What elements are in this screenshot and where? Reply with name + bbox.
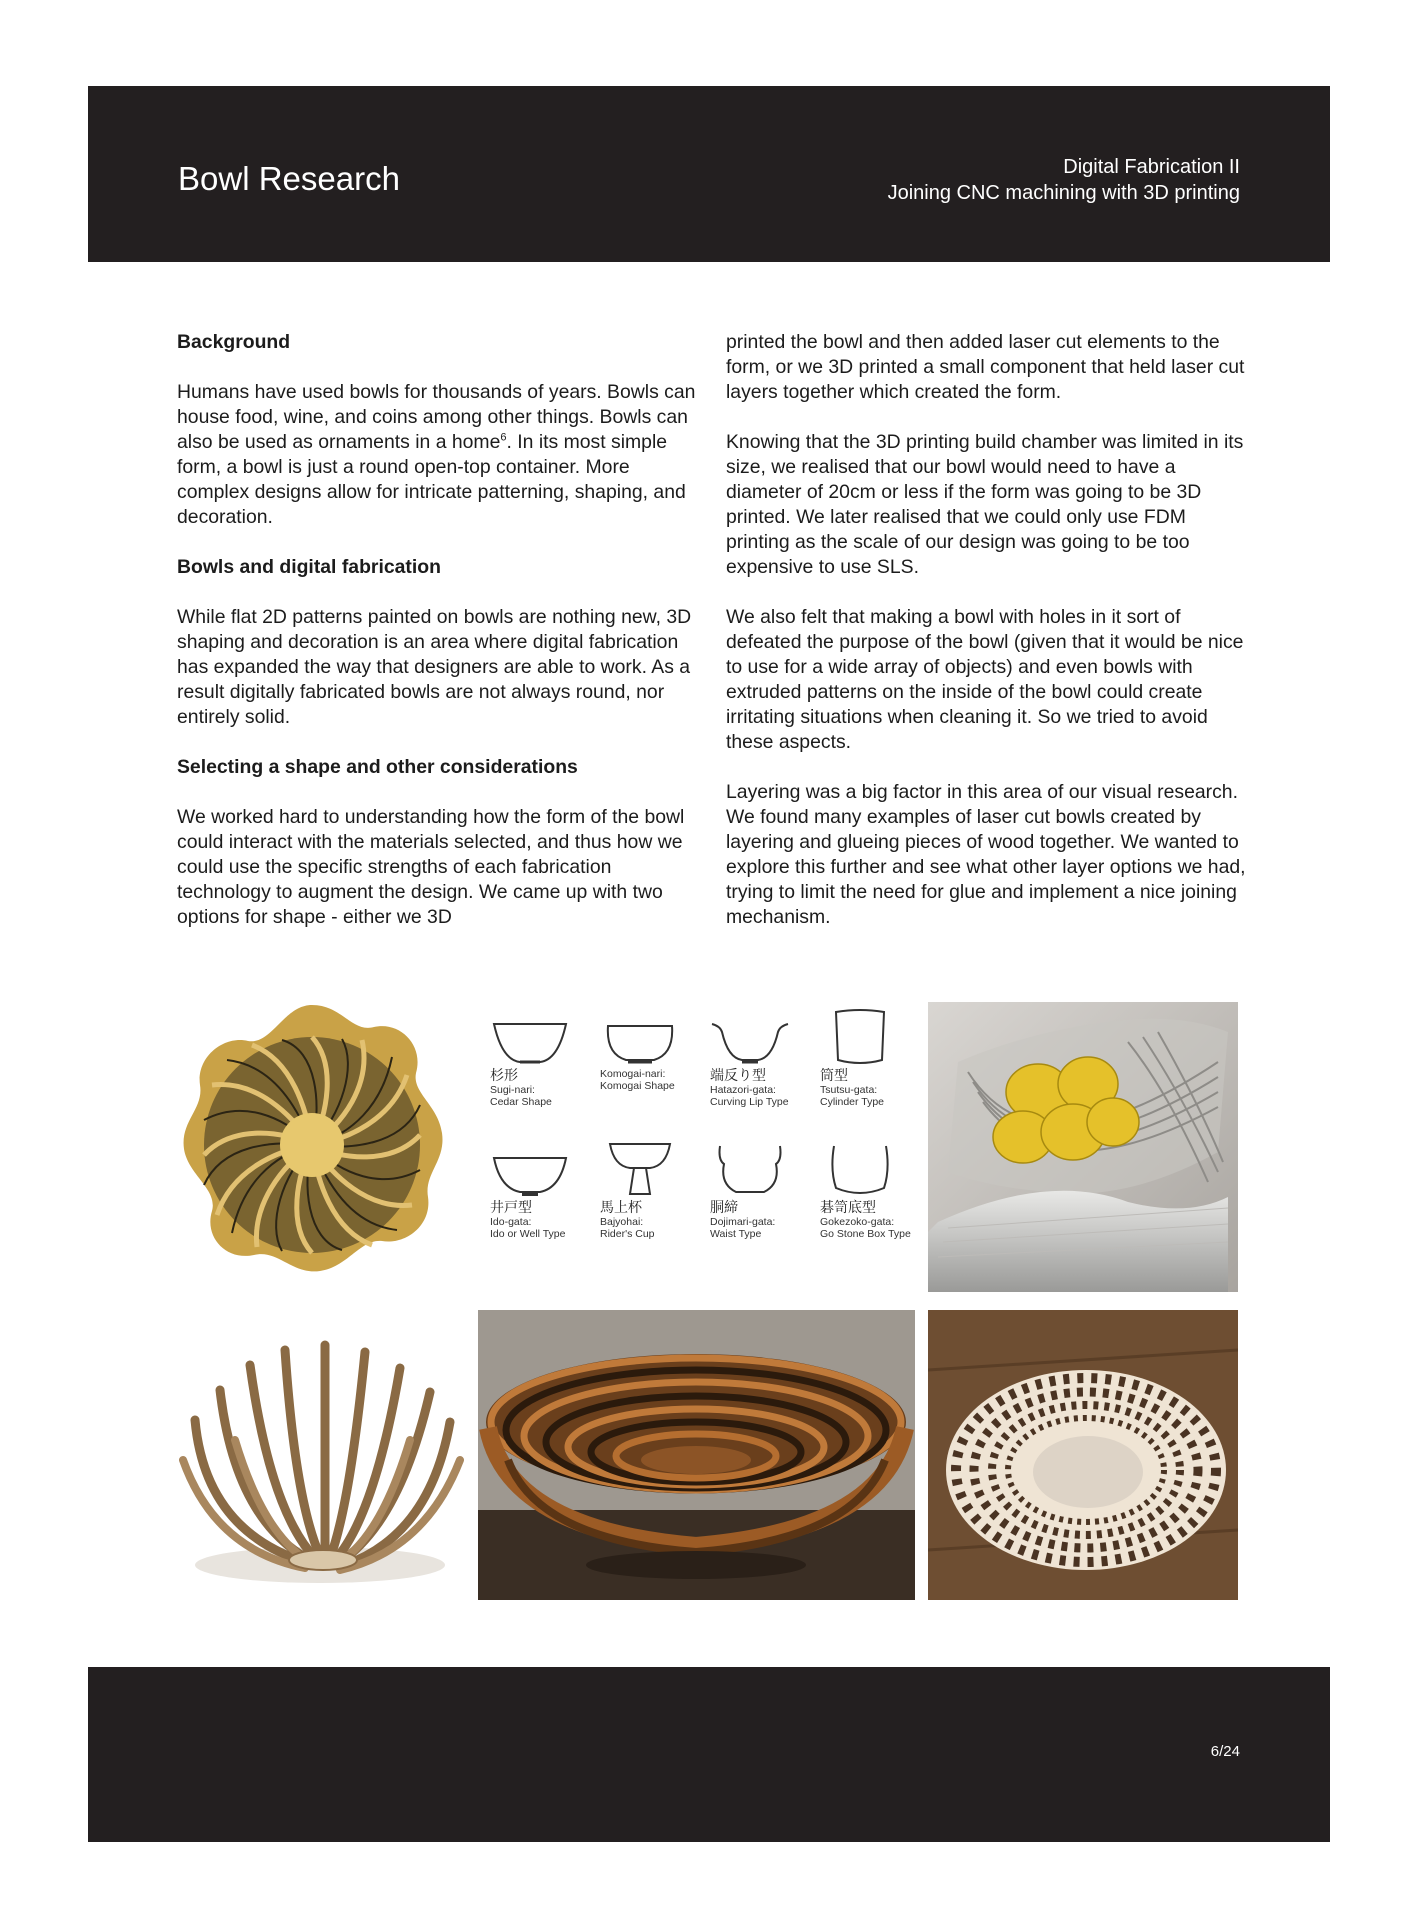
paragraph-digital-fabrication: While flat 2D patterns painted on bowls are nothing new, 3D shaping and decoration is an area where digital fabrication has expanded the way that designers are able to work. As a result digitally fabricated bowls are not always round, nor entirely solid. [177, 606, 692, 728]
shape-en-label: Curving Lip Type [710, 1096, 789, 1108]
komogai-bowl-icon [600, 1018, 680, 1068]
shape-komogai [600, 1018, 710, 1092]
page-number: 6/24 [1210, 1743, 1240, 1760]
curving-lip-bowl-icon [710, 1018, 790, 1068]
paragraph-shape-options: printed the bowl and then added laser cut elements to the form, or we 3D printed a small component that held laser cut layers together which created the form. [726, 331, 1245, 403]
shape-bajyohai [600, 1140, 710, 1240]
lattice-bowl-image [928, 1310, 1238, 1600]
shape-en-label: Komogai Shape [600, 1080, 675, 1092]
cylinder-bowl-icon [820, 1008, 900, 1068]
shape-en-label: Cylinder Type [820, 1096, 885, 1108]
shape-tsutsu [820, 1008, 930, 1108]
paragraph-selecting-shape: We worked hard to understanding how the form of the bowl could interact with the materials selected, and thus how we could use the specific strengths of each fabrication technology to augment the design. We came up with two options for shape - either we 3D [177, 806, 685, 928]
shape-jp-label: 馬上杯 [600, 1200, 642, 1216]
shape-romaji-label: Bajyohai: [600, 1216, 644, 1228]
heading-bowls-digital-fabrication: Bowls and digital fabrication [177, 556, 441, 578]
shape-dojimari [710, 1140, 820, 1240]
shape-romaji-label: Dojimari-gata: [710, 1216, 776, 1228]
layered-wood-bowl-image [478, 1310, 915, 1600]
header-subtitle [888, 154, 1240, 206]
shape-jp-label: 碁笥底型 [820, 1200, 876, 1216]
wooden-rib-bowl-image [175, 1310, 465, 1600]
wire-bowl-lemons-image [928, 1002, 1238, 1292]
shape-hatazori [710, 1018, 820, 1108]
shape-romaji-label: Hatazori-gata: [710, 1084, 776, 1096]
heading-background: Background [177, 331, 291, 353]
paragraph-background [177, 380, 697, 530]
shape-gokezoko [820, 1140, 930, 1240]
shape-en-label: Go Stone Box Type [820, 1228, 911, 1240]
riders-cup-icon [600, 1140, 680, 1200]
shape-en-label: Waist Type [710, 1228, 762, 1240]
shape-jp-label: 井戸型 [490, 1200, 532, 1216]
subtitle-line-1: Digital Fabrication II [1063, 156, 1240, 178]
shape-ido [490, 1150, 600, 1240]
shape-romaji-label: Ido-gata: [490, 1216, 532, 1228]
shape-jp-label: 筒型 [820, 1068, 848, 1084]
shape-en-label: Rider's Cup [600, 1228, 655, 1240]
waist-bowl-icon [710, 1140, 790, 1200]
shape-jp-label: 端反り型 [710, 1068, 766, 1084]
paragraph-text: . In its most simple form, a bowl is just a round open-top container. More complex designs allow for intricate patterning, shaping, and decoration. [177, 431, 686, 528]
shape-jp-label: 胴締 [710, 1200, 738, 1216]
shape-romaji-label: Gokezoko-gata: [820, 1216, 895, 1228]
spiral-bowl-image [175, 1000, 450, 1290]
shape-jp-label: 杉形 [490, 1068, 518, 1084]
shape-cedar [490, 1018, 600, 1108]
shape-romaji-label: Komogai-nari: [600, 1068, 666, 1080]
shape-romaji-label: Sugi-nari: [490, 1084, 535, 1096]
cedar-bowl-icon [490, 1018, 570, 1068]
paragraph-layering: Layering was a big factor in this area of our visual research. We found many examples of laser cut bowls created by layering and glueing pieces of wood together. We wanted to explore this further and see what other layer options we had, trying to limit the need for glue and implement a nice joining mechanism. [726, 781, 1246, 928]
right-text-column [726, 330, 1246, 955]
shape-en-label: Ido or Well Type [490, 1228, 566, 1240]
left-text-column [177, 330, 697, 955]
subtitle-line-2: Joining CNC machining with 3D printing [887, 182, 1240, 204]
page-title: Bowl Research [178, 160, 400, 197]
shape-romaji-label: Tsutsu-gata: [820, 1084, 878, 1096]
footnote-marker: 6 [500, 431, 507, 444]
header-band [88, 86, 1330, 262]
paragraph-holes: We also felt that making a bowl with holes in it sort of defeated the purpose of the bowl (given that it would be nice to use for a wide array of objects) and even bowls with extruded patterns on the inside of the bowl could create irritating situations when cleaning it. So we tried to avoid these aspects. [726, 606, 1244, 753]
heading-selecting-shape: Selecting a shape and other considerations [177, 756, 578, 778]
well-bowl-icon [490, 1150, 570, 1200]
paragraph-build-chamber: Knowing that the 3D printing build chamber was limited in its size, we realised that our bowl would need to have a diameter of 20cm or less if the form was going to be 3D printed. We later realised that we could only use FDM printing as the scale of our design was going to be too expensive to use SLS. [726, 431, 1244, 578]
shape-en-label: Cedar Shape [490, 1096, 552, 1108]
footer-band [88, 1667, 1330, 1842]
paragraph-text: Humans have used bowls for thousands of years. Bowls can house food, wine, and coins among other things. Bowls can also be used as ornaments in a home [177, 381, 696, 453]
bowl-shapes-chart [470, 990, 930, 1290]
go-stone-box-icon [820, 1140, 900, 1200]
